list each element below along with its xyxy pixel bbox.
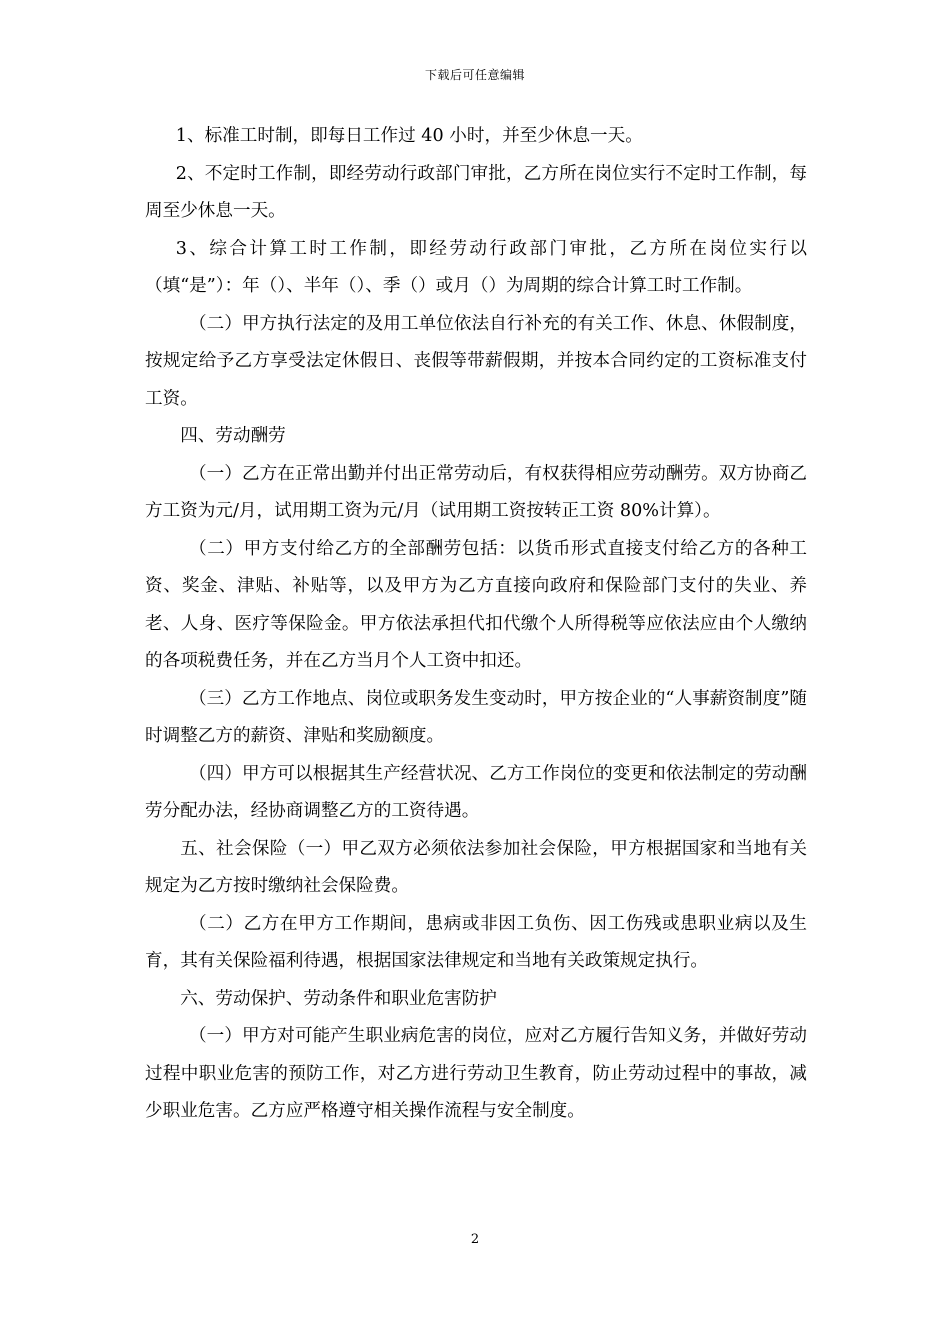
paragraph-comprehensive-hours: 3、综合计算工时工作制，即经劳动行政部门审批，乙方所在岗位实行以（填“是”）：年（）、半年（）、季（）或月（）为周期的综合计算工时工作制。 <box>145 238 807 296</box>
paragraph-salary-adjustment-position: （三）乙方工作地点、岗位或职务发生变动时，甲方按企业的“人事薪资制度”随时调整乙方的薪资、津贴和奖励额度。 <box>145 688 807 746</box>
paragraph-occupational-hazard: （一）甲方对可能产生职业病危害的岗位，应对乙方履行告知义务，并做好劳动过程中职业危害的预防工作，对乙方进行劳动卫生教育，防止劳动过程中的事故，减少职业危害。乙方应严格遵守相关操作流程与安全制度。 <box>145 1026 807 1121</box>
paragraph-salary: （一）乙方在正常出勤并付出正常劳动后，有权获得相应劳动酬劳。双方协商乙方工资为元/月，试用期工资为元/月（试用期工资按转正工资 80%计算）。 <box>145 463 807 521</box>
paragraph-rest-leave: （二）甲方执行法定的及用工单位依法自行补充的有关工作、休息、休假制度，按规定给予乙方享受法定休假日、丧假等带薪假期，并按本合同约定的工资标准支付工资。 <box>145 313 807 409</box>
paragraph-standard-hours: 1、标准工时制，即每日工作过 40 小时，并至少休息一天。 <box>175 126 643 146</box>
page-header: 下载后可任意编辑 <box>424 68 525 82</box>
paragraph-salary-adjustment-business: （四）甲方可以根据其生产经营状况、乙方工作岗位的变更和依法制定的劳动酬劳分配办法，经协商调整乙方的工资待遇。 <box>145 763 807 821</box>
document-body <box>145 118 807 1131</box>
section-heading-social-insurance: 五、社会保险（一）甲乙双方必须依法参加社会保险，甲方根据国家和当地有关规定为乙方按时缴纳社会保险费。 <box>145 838 807 896</box>
paragraph-insurance-benefits: （二）乙方在甲方工作期间，患病或非因工负伤、因工伤残或患职业病以及生育，其有关保险福利待遇，根据国家法律规定和当地有关政策规定执行。 <box>145 913 807 971</box>
page-number: 2 <box>470 1232 480 1247</box>
paragraph-flexible-hours: 2、不定时工作制，即经劳动行政部门审批，乙方所在岗位实行不定时工作制，每周至少休息一天。 <box>145 163 807 221</box>
paragraph-total-remuneration: （二）甲方支付给乙方的全部酬劳包括：以货币形式直接支付给乙方的各种工资、奖金、津贴、补贴等，以及甲方为乙方直接向政府和保险部门支付的失业、养老、人身、医疗等保险金。甲方依法承担代扣代缴个人所得税等应依法应由个人缴纳的各项税费任务，并在乙方当月个人工资中扣还。 <box>145 538 807 671</box>
section-heading-labor-protection: 六、劳动保护、劳动条件和职业危害防护 <box>180 988 497 1009</box>
section-heading-remuneration: 四、劳动酬劳 <box>180 426 286 446</box>
